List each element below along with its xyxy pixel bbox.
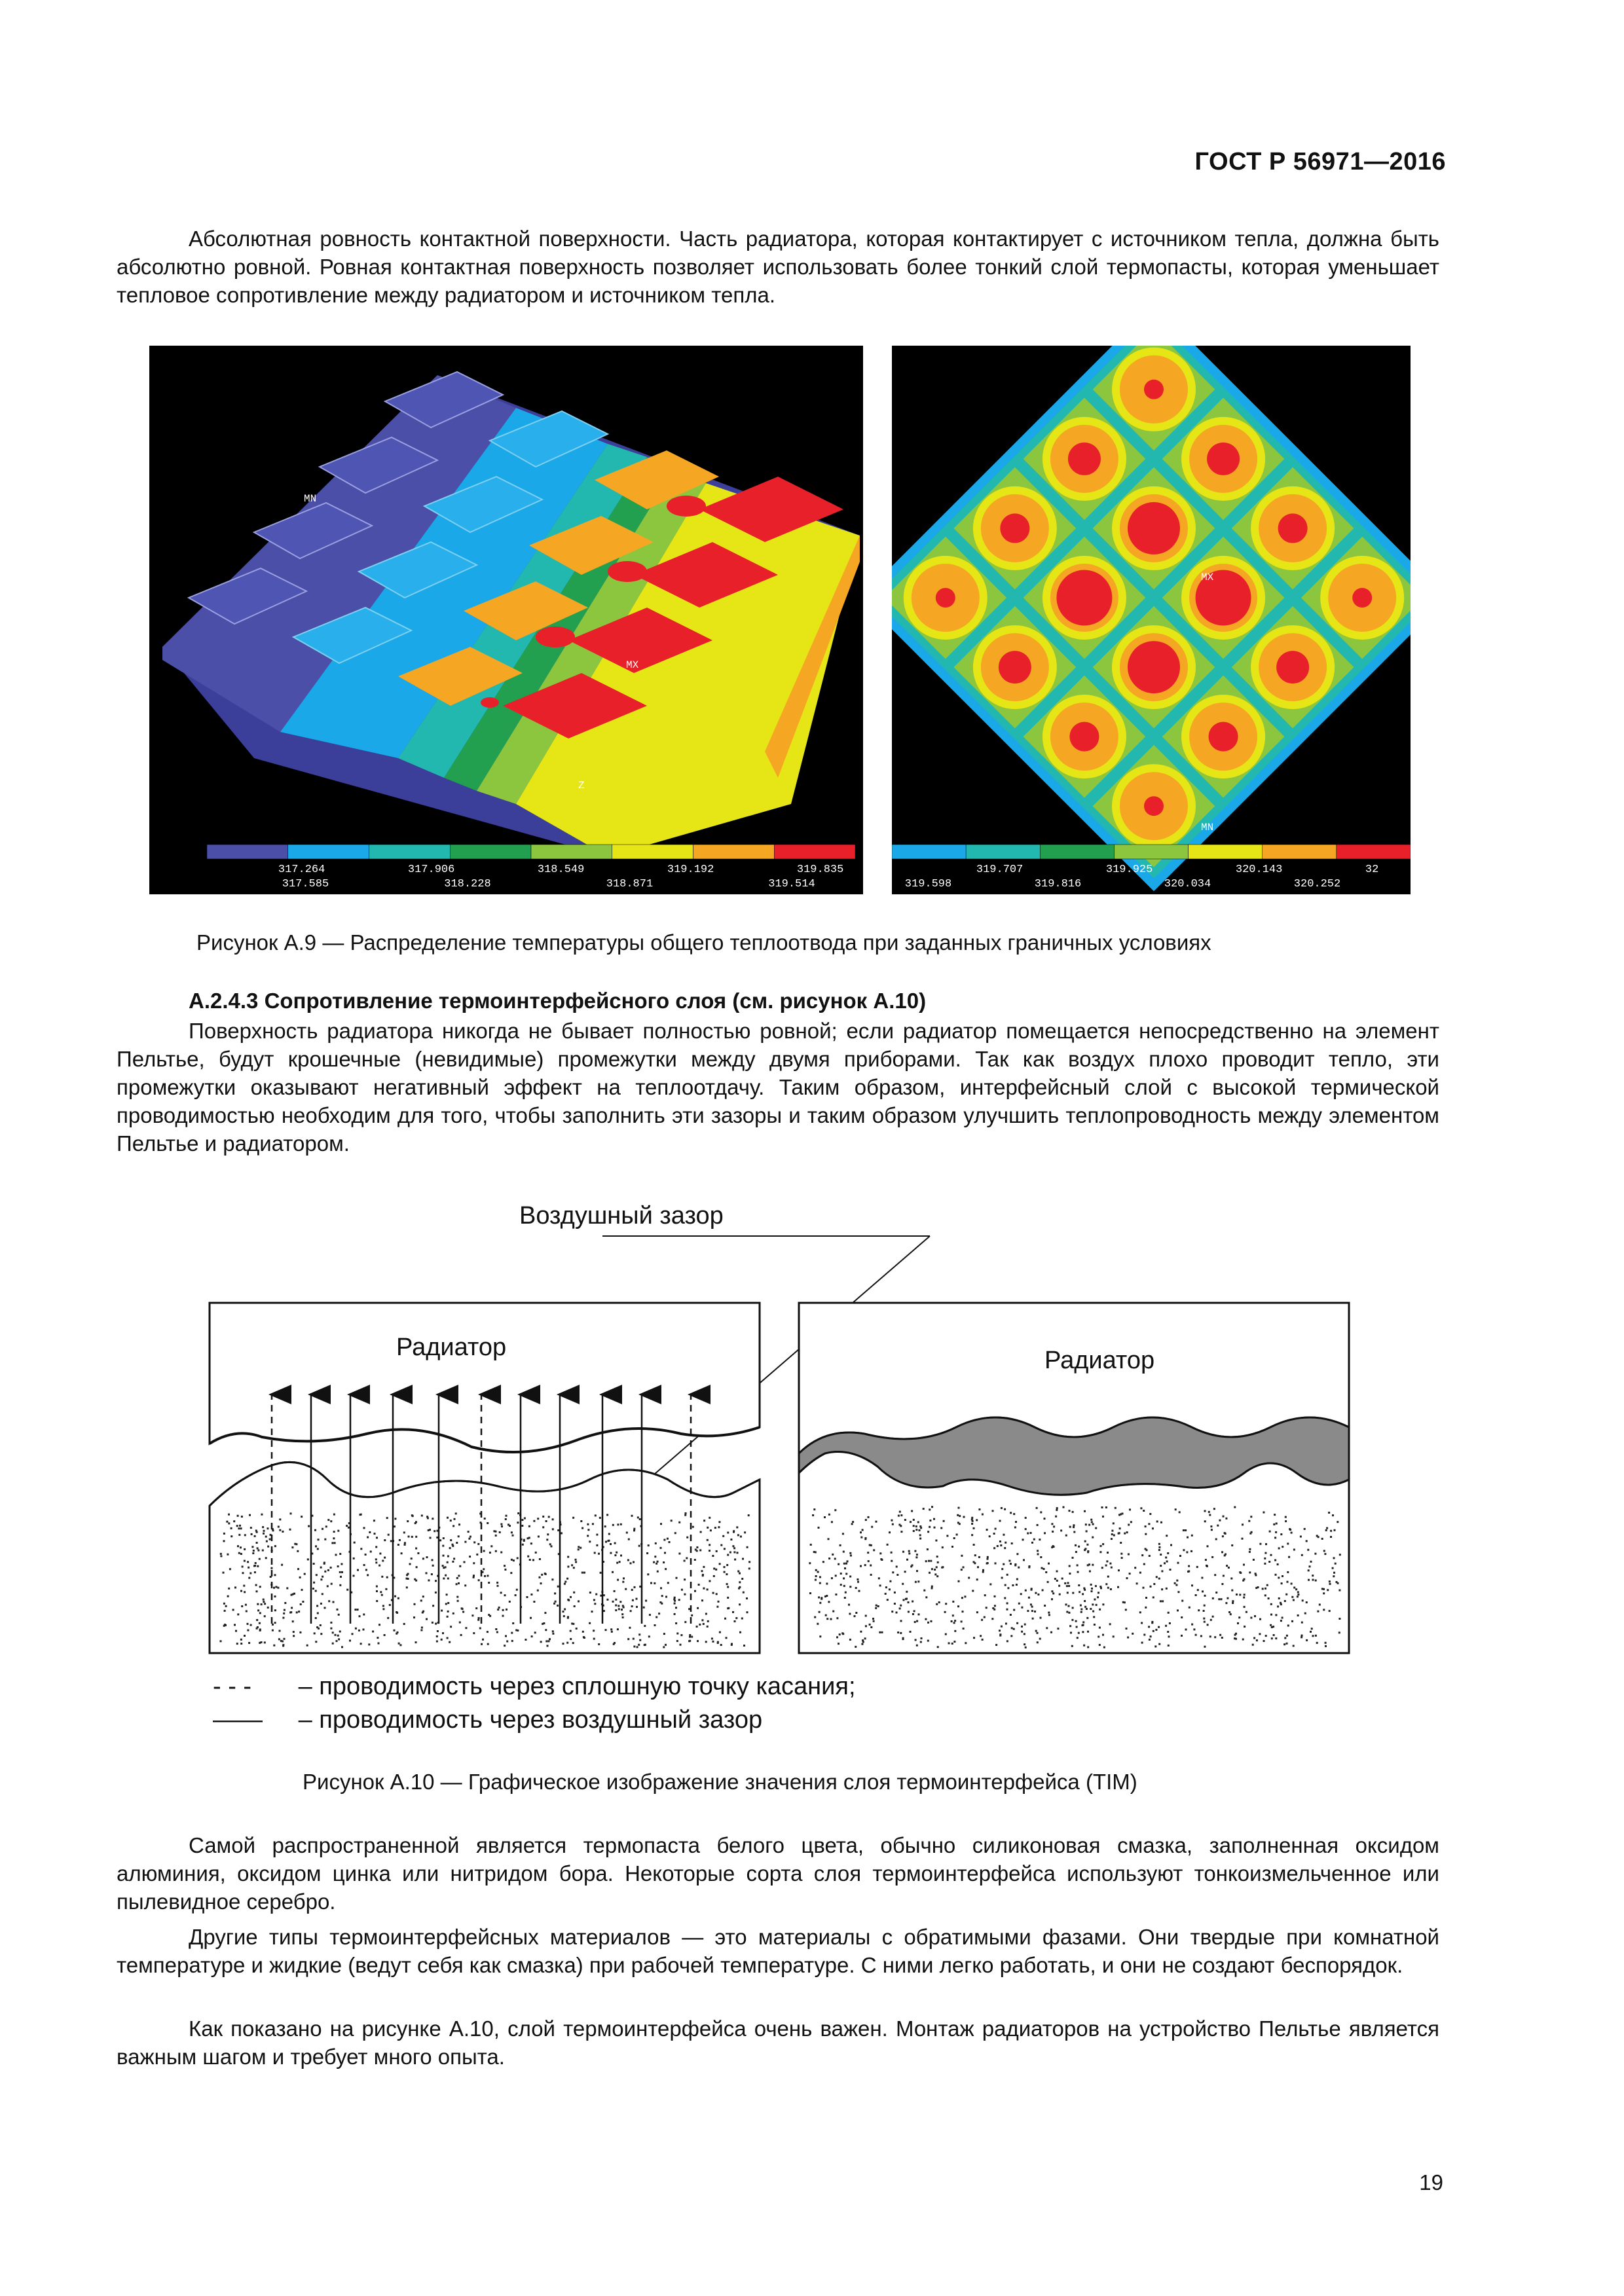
scale-label-bottom: 318.871 xyxy=(606,878,654,890)
scale-label-top: 317.906 xyxy=(407,864,455,876)
color-scale-right xyxy=(892,845,1411,859)
legend-row-dashed xyxy=(213,1673,856,1701)
scale-swatch xyxy=(612,845,693,859)
scale-swatch xyxy=(288,845,369,859)
figure-a9-right-panel xyxy=(892,346,1411,894)
scale-swatch xyxy=(693,845,775,859)
scale-label-top: 319.707 xyxy=(976,864,1024,876)
closing-paragraph-1: Самой распространенной является термопаста белого цвета, обычно силиконовая смазка, заполненная оксидом алюминия, оксидом цинка или нитридом бора. Некоторые сорта слоя термоинтерфейса используют тонкоизмельченное или пылевидное серебро. xyxy=(117,1833,1439,1914)
legend-symbol-solid: —— xyxy=(213,1706,263,1734)
figure-a9-caption: Рисунок А.9 — Распределение температуры общего теплоотвода при заданных граничных условиях xyxy=(196,930,1211,955)
scale-label-top: 319.192 xyxy=(667,864,714,876)
radiator-label-left: Радиатор xyxy=(396,1334,507,1361)
scale-label-bottom: 319.816 xyxy=(1034,878,1082,890)
scale-swatch xyxy=(774,845,855,859)
scale-swatch xyxy=(1114,845,1188,859)
scale-label-bottom: 320.252 xyxy=(1293,878,1341,890)
scale-label-top: 32 xyxy=(1365,864,1379,876)
page-number: 19 xyxy=(1419,2170,1443,2195)
legend-symbol-dashed: - - - xyxy=(213,1673,252,1700)
scale-label-top: 319.925 xyxy=(1105,864,1153,876)
legend-row-solid xyxy=(213,1706,762,1734)
max-marker: MX xyxy=(1201,572,1214,583)
scale-label-bottom: 319.598 xyxy=(904,878,952,890)
scale-label-top: 318.549 xyxy=(537,864,585,876)
scale-label-top: 319.835 xyxy=(796,864,844,876)
radiator-label-right: Радиатор xyxy=(1044,1347,1155,1374)
figure-a9-left-panel xyxy=(149,346,863,894)
closing-paragraph-2: Другие типы термоинтерфейсных материалов — это материалы с обратимыми фазами. Они твердые при комнатной температуре и жидкие (ведут себя как смазка) при рабочей температуре. С ними легко работать, и они не создают беспорядок. xyxy=(117,1925,1439,1977)
right-diagram xyxy=(799,1303,1349,1653)
axis-z-label: Z xyxy=(578,780,585,792)
scale-label-bottom: 319.514 xyxy=(768,878,815,890)
scale-label-bottom: 320.034 xyxy=(1164,878,1211,890)
scale-swatch xyxy=(207,845,288,859)
substrate-left xyxy=(210,1462,760,1653)
figure-a10-diagram xyxy=(196,1231,1375,1676)
scale-label-bottom: 318.228 xyxy=(444,878,491,890)
legend-text-solid: – проводимость через воздушный зазор xyxy=(298,1706,763,1734)
standard-header: ГОСТ Р 56971—2016 xyxy=(1194,148,1446,175)
scale-swatch xyxy=(369,845,451,859)
min-marker: MN xyxy=(304,493,317,505)
scale-swatch xyxy=(966,845,1040,859)
section-title: А.2.4.3 Сопротивление термоинтерфейсного слоя (см. рисунок А.10) xyxy=(189,989,927,1013)
air-gap-label: Воздушный зазор xyxy=(519,1202,724,1230)
radiator-left xyxy=(210,1303,760,1452)
color-scale-left xyxy=(207,845,855,859)
min-marker: MN xyxy=(1201,822,1214,833)
figure-a10-caption: Рисунок А.10 — Графическое изображение значения слоя термоинтерфейса (TIM) xyxy=(303,1770,1137,1794)
left-diagram xyxy=(210,1303,760,1653)
scale-swatch xyxy=(1337,845,1411,859)
scale-label-top: 317.264 xyxy=(278,864,325,876)
scale-swatch xyxy=(531,845,612,859)
intro-paragraph: Абсолютная ровность контактной поверхности. Часть радиатора, которая контактирует с источником тепла, должна быть абсолютно ровной. Ровная контактная поверхность позволяет использовать более тонкий слой термопасты, которая уменьшает тепловое сопротивление между радиатором и источником тепла. xyxy=(117,227,1439,307)
scale-swatch xyxy=(1189,845,1263,859)
closing-paragraph-3: Как показано на рисунке А.10, слой термоинтерфейса очень важен. Монтаж радиаторов на устройство Пельтье является важным шагом и требует много опыта. xyxy=(117,2016,1439,2069)
scale-label-bottom: 317.585 xyxy=(282,878,329,890)
scale-swatch xyxy=(1040,845,1114,859)
scale-label-top: 320.143 xyxy=(1235,864,1283,876)
max-marker: MX xyxy=(626,659,639,671)
legend-text-dashed: – проводимость через сплошную точку касания; xyxy=(298,1673,856,1700)
scale-swatch xyxy=(1263,845,1337,859)
scale-swatch xyxy=(450,845,531,859)
section-paragraph: Поверхность радиатора никогда не бывает полностью ровной; если радиатор помещается непосредственно на элемент Пельтье, будут крошечные (невидимые) промежутки между двумя приборами. Так как воздух плохо проводит тепло, эти промежутки оказывают негативный эффект на теплоотдачу. Таким образом, интерфейсный слой с высокой термической проводимостью необходим для того, чтобы заполнить эти зазоры и таким образом улучшить теплопроводность между элементом Пельтье и радиатором. xyxy=(117,1019,1439,1156)
scale-swatch xyxy=(892,845,966,859)
